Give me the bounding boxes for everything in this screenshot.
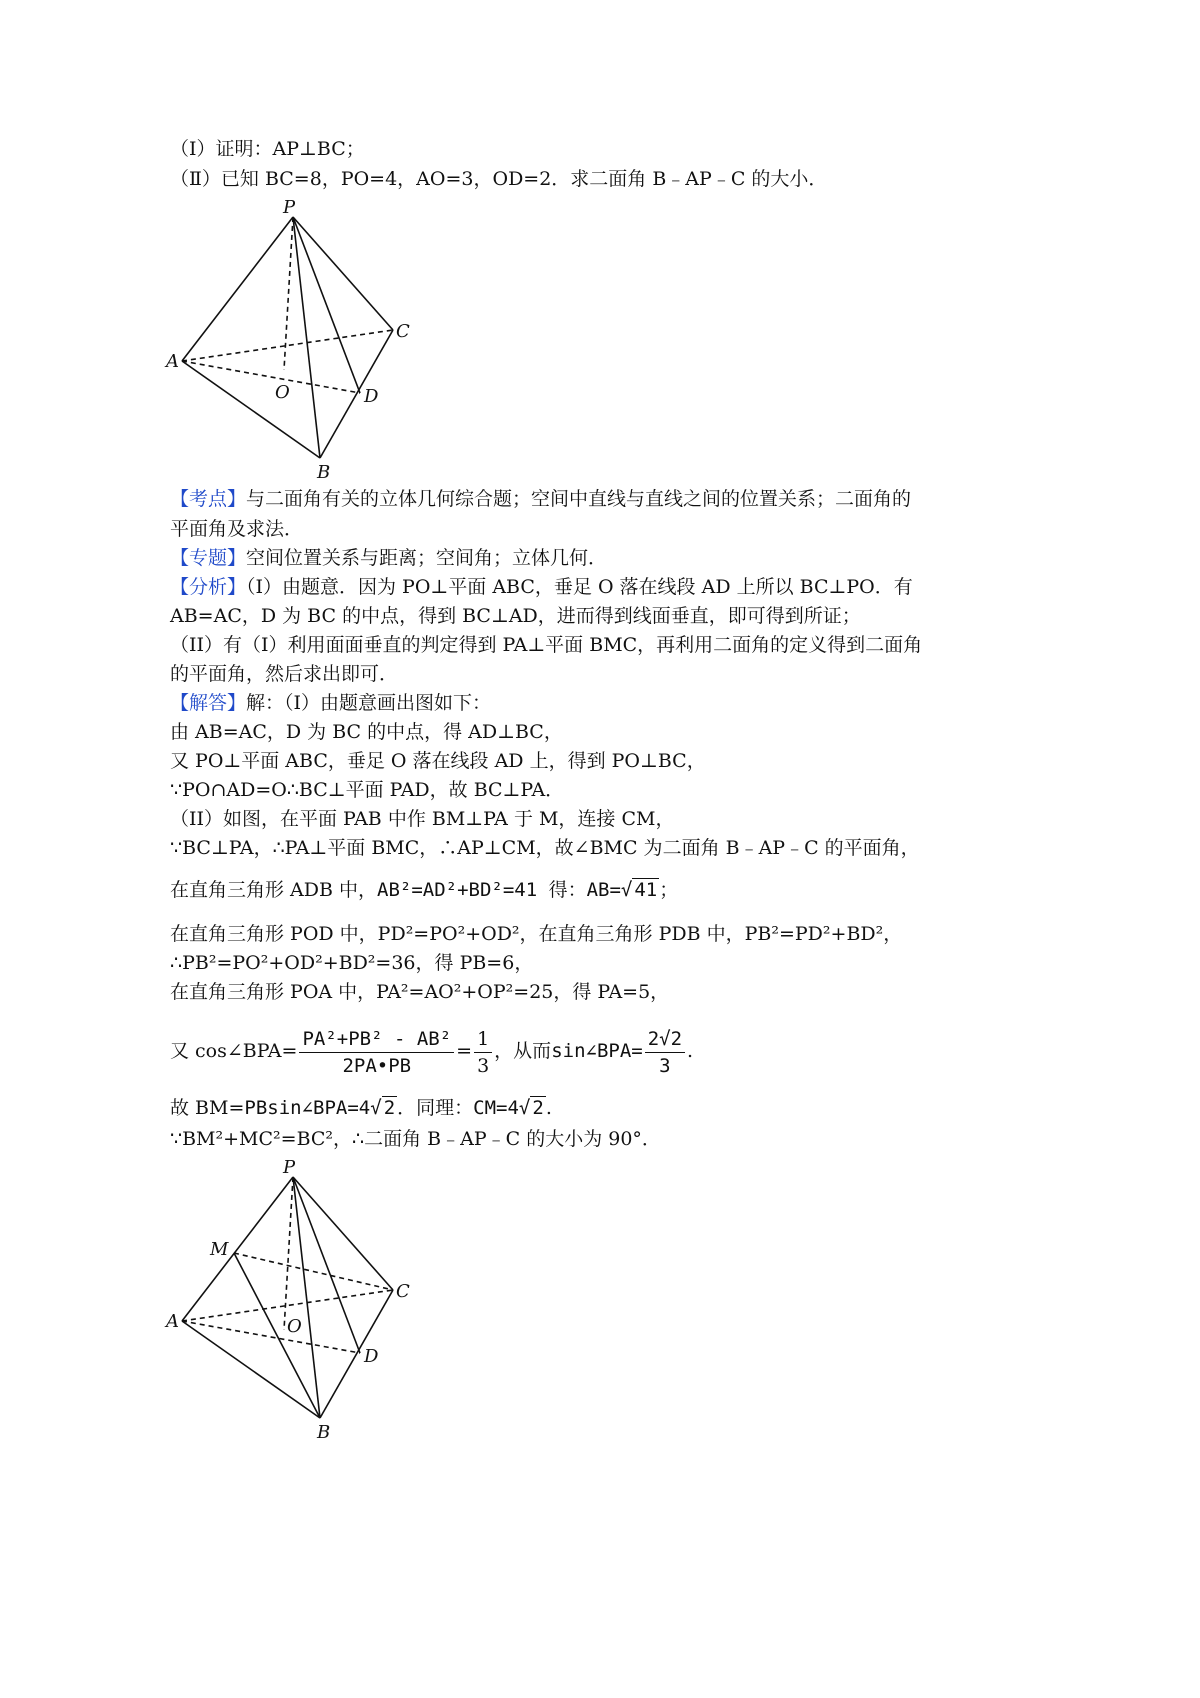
jieda-line5: ∵BC⊥PA，∴PA⊥平面 BMC，∴AP⊥CM，故∠BMC 为二面角 B﹣AP﹣C 的平面角， [170,837,920,859]
zhuanti-line: 【专题】空间位置关系与距离；空间角；立体几何． [170,547,608,569]
kaodian-line1: 【考点】与二面角有关的立体几何综合题；空间中直线与直线之间的位置关系；二面角的 [170,488,912,510]
jieda-line9: 在直角三角形 POA 中，PA²=AO²+OP²=25，得 PA=5， [170,981,670,1003]
question-part2: （Ⅱ）已知 BC=8，PO=4，AO=3，OD=2．求二面角 B﹣AP﹣C 的大小． [170,168,828,190]
fraction-cos: $\frac{\text{PA²+PB² - AB²}}{2PA•PB}$ [299,1026,454,1079]
label-D-2: D [364,1346,379,1367]
fraction-one-third: $\frac{1}{3}$ [474,1026,492,1079]
fenxi-line2: AB=AC，D 为 BC 的中点，得到 BC⊥AD，进而得到线面垂直，即可得到所证； [170,605,861,627]
jieda-line4: （II）如图，在平面 PAB 中作 BM⊥PA 于 M，连接 CM， [170,808,675,830]
figure-tetrahedron-1 [160,195,430,485]
label-O: O [275,382,290,403]
fenxi-line3: （II）有（I）利用面面垂直的判定得到 PA⊥平面 BMC，再利用二面角的定义得到二面角 [170,634,923,656]
label-A: A [166,351,179,372]
zhuanti-tag: 【专题】 [170,547,247,569]
jieda-line12: ∵BM²+MC²=BC²，∴二面角 B﹣AP﹣C 的大小为 90°． [170,1128,661,1150]
label-C-2: C [396,1281,410,1302]
figure-tetrahedron-2 [160,1155,430,1445]
fenxi-tag: 【分析】 [170,576,247,598]
label-P: P [283,197,296,218]
jieda-line7: 在直角三角形 POD 中，PD²=PO²+OD²，在直角三角形 PDB 中，PB²=PD²+BD²， [170,923,903,945]
equation-ab: AB²=AD²+BD²=41 得：AB= [377,879,621,901]
jieda-line8: ∴PB²=PO²+OD²+BD²=36，得 PB=6， [170,952,534,974]
jieda-line3: ∵PO∩AD=O∴BC⊥平面 PAD，故 BC⊥PA． [170,779,565,801]
label-O-2: O [287,1316,302,1337]
jieda-line1: 由 AB=AC，D 为 BC 的中点，得 AD⊥BC， [170,721,563,743]
label-M: M [210,1239,229,1260]
jieda-line11: 故 BM=PBsin∠BPA=4√ 2 ．同理：CM=4√ 2 . [170,1097,552,1119]
question-part1: （Ⅰ）证明：AP⊥BC； [170,138,365,160]
jieda-line10: 又 cos∠BPA= $\frac{\text{PA²+PB² - AB²}}{2PA•PB}$ = $\frac{1}{3}$ ，从而sin∠BPA= $\frac{2√2}{3}$ . [170,1027,694,1077]
label-C: C [396,321,410,342]
jieda-intro: 【解答】解：（I）由题意画出图如下： [170,692,492,714]
kaodian-tag: 【考点】 [170,488,247,510]
label-P-2: P [283,1157,296,1178]
jieda-line6: 在直角三角形 ADB 中，AB²=AD²+BD²=41 得：AB=√ 41 ； [170,879,679,901]
fenxi-line4: 的平面角，然后求出即可． [170,663,399,685]
fraction-sin: $\frac{2√2}{3}$ [645,1026,685,1079]
label-B-2: B [317,1422,331,1443]
label-A-2: A [166,1311,179,1332]
label-D: D [364,386,379,407]
sqrt-41: 41 [634,879,658,901]
jieda-tag: 【解答】 [170,692,247,714]
fenxi-line1: 【分析】（I）由题意．因为 PO⊥平面 ABC，垂足 O 落在线段 AD 上所以 BC⊥PO．有 [170,576,913,598]
jieda-line2: 又 PO⊥平面 ABC，垂足 O 落在线段 AD 上，得到 PO⊥BC， [170,750,706,772]
label-B: B [317,462,331,483]
kaodian-line2: 平面角及求法． [170,518,304,540]
